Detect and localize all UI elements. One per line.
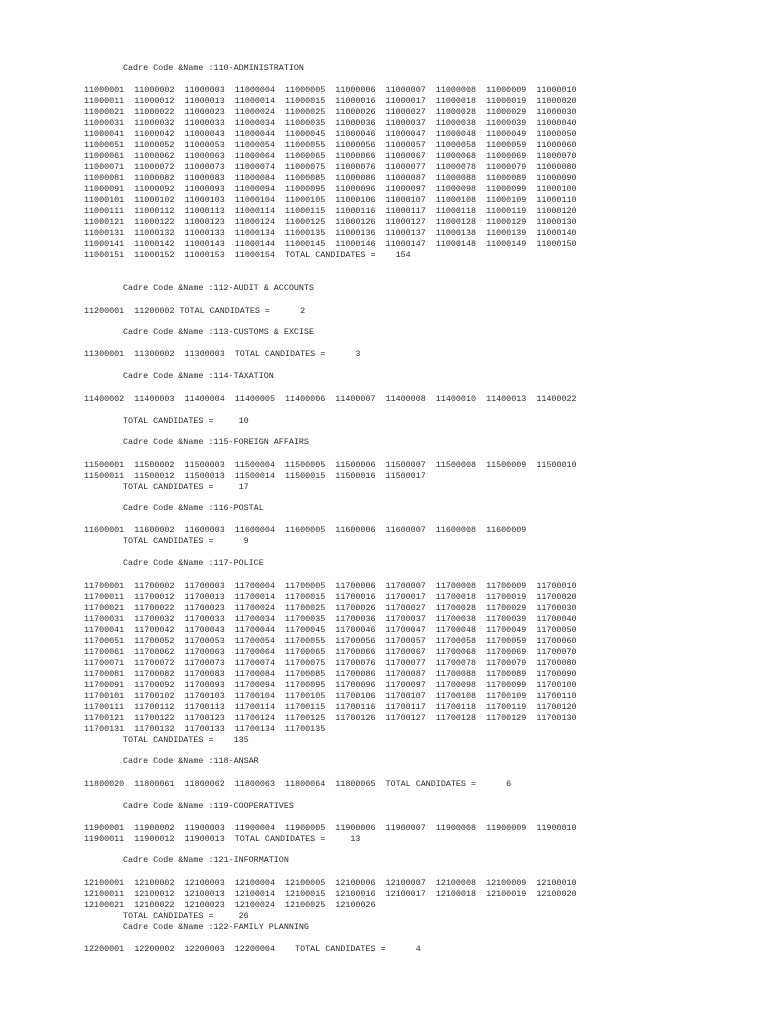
candidate-row: 11700001 11700002 11700003 11700004 11700005 11700006 11700007 11700008 11700009 11700010 bbox=[84, 581, 577, 591]
section-header: Cadre Code &Name :119-COOPERATIVES bbox=[123, 801, 294, 811]
candidate-row: 11600001 11600002 11600003 11600004 11600005 11600006 11600007 11600008 11600009 bbox=[84, 525, 527, 535]
candidate-row: 11000101 11000102 11000103 11000104 11000105 11000106 11000107 11000108 11000109 11000110 bbox=[84, 195, 577, 205]
candidate-row-with-total: 11900011 11900012 11900013 TOTAL CANDIDATES = 13 bbox=[84, 834, 361, 844]
candidate-row-with-total: 11200001 11200002 TOTAL CANDIDATES = 2 bbox=[84, 306, 306, 316]
candidate-row: 11700021 11700022 11700023 11700024 11700025 11700026 11700027 11700028 11700029 11700030 bbox=[84, 603, 577, 613]
section-header: Cadre Code &Name :117-POLICE bbox=[123, 558, 264, 568]
total-candidates: TOTAL CANDIDATES = 135 bbox=[123, 735, 249, 745]
candidate-row: 11700101 11700102 11700103 11700104 11700105 11700106 11700107 11700108 11700109 11700110 bbox=[84, 691, 577, 701]
candidate-row: 11700061 11700062 11700063 11700064 11700065 11700066 11700067 11700068 11700069 11700070 bbox=[84, 647, 577, 657]
candidate-row: 11700031 11700032 11700033 11700034 11700035 11700036 11700037 11700038 11700039 11700040 bbox=[84, 614, 577, 624]
candidate-row: 11000001 11000002 11000003 11000004 11000005 11000006 11000007 11000008 11000009 11000010 bbox=[84, 85, 577, 95]
candidate-row: 11400002 11400003 11400004 11400005 11400006 11400007 11400008 11400010 11400013 11400022 bbox=[84, 394, 577, 404]
candidate-row: 11700011 11700012 11700013 11700014 11700015 11700016 11700017 11700018 11700019 11700020 bbox=[84, 592, 577, 602]
candidate-row-with-total: 11000151 11000152 11000153 11000154 TOTAL CANDIDATES = 154 bbox=[84, 250, 411, 260]
total-candidates: TOTAL CANDIDATES = 17 bbox=[123, 482, 249, 492]
total-candidates: TOTAL CANDIDATES = 26 bbox=[123, 911, 249, 921]
candidate-row: 11900001 11900002 11900003 11900004 11900005 11900006 11900007 11900008 11900009 11900010 bbox=[84, 823, 577, 833]
section-header: Cadre Code &Name :118-ANSAR bbox=[123, 756, 259, 766]
section-header: Cadre Code &Name :110-ADMINISTRATION bbox=[123, 63, 304, 73]
candidate-row: 11700131 11700132 11700133 11700134 11700135 bbox=[84, 724, 326, 734]
section-header: Cadre Code &Name :122-FAMILY PLANNING bbox=[123, 922, 309, 932]
total-candidates: TOTAL CANDIDATES = 9 bbox=[123, 536, 249, 546]
total-candidates: TOTAL CANDIDATES = 10 bbox=[123, 416, 249, 426]
candidate-row: 11000031 11000032 11000033 11000034 11000035 11000036 11000037 11000038 11000039 11000040 bbox=[84, 118, 577, 128]
candidate-row: 11000131 11000132 11000133 11000134 11000135 11000136 11000137 11000138 11000139 11000140 bbox=[84, 228, 577, 238]
candidate-row: 11000081 11000082 11000083 11000084 11000085 11000086 11000087 11000088 11000089 11000090 bbox=[84, 173, 577, 183]
candidate-row: 11000071 11000072 11000073 11000074 11000075 11000076 11000077 11000078 11000079 11000080 bbox=[84, 162, 577, 172]
candidate-row: 11000141 11000142 11000143 11000144 11000145 11000146 11000147 11000148 11000149 11000150 bbox=[84, 239, 577, 249]
candidate-row: 11000011 11000012 11000013 11000014 11000015 11000016 11000017 11000018 11000019 11000020 bbox=[84, 96, 577, 106]
candidate-row-with-total: 12200001 12200002 12200003 12200004 TOTAL CANDIDATES = 4 bbox=[84, 944, 421, 954]
section-header: Cadre Code &Name :114-TAXATION bbox=[123, 371, 274, 381]
section-header: Cadre Code &Name :116-POSTAL bbox=[123, 503, 264, 513]
candidate-row-with-total: 11800020 11800061 11800062 11800063 11800064 11800065 TOTAL CANDIDATES = 6 bbox=[84, 779, 512, 789]
candidate-row: 11000091 11000092 11000093 11000094 11000095 11000096 11000097 11000098 11000099 11000100 bbox=[84, 184, 577, 194]
candidate-row: 11000041 11000042 11000043 11000044 11000045 11000046 11000047 11000048 11000049 11000050 bbox=[84, 129, 577, 139]
section-header: Cadre Code &Name :113-CUSTOMS & EXCISE bbox=[123, 327, 314, 337]
candidate-row: 11700051 11700052 11700053 11700054 11700055 11700056 11700057 11700058 11700059 11700060 bbox=[84, 636, 577, 646]
candidate-row: 12100011 12100012 12100013 12100014 12100015 12100016 12100017 12100018 12100019 12100020 bbox=[84, 889, 577, 899]
section-header: Cadre Code &Name :112-AUDIT & ACCOUNTS bbox=[123, 283, 314, 293]
candidate-row: 11000111 11000112 11000113 11000114 11000115 11000116 11000117 11000118 11000119 11000120 bbox=[84, 206, 577, 216]
candidate-row: 11500001 11500002 11500003 11500004 11500005 11500006 11500007 11500008 11500009 11500010 bbox=[84, 460, 577, 470]
section-header: Cadre Code &Name :115-FOREIGN AFFAIRS bbox=[123, 437, 309, 447]
section-header: Cadre Code &Name :121-INFORMATION bbox=[123, 855, 289, 865]
candidate-row: 11700091 11700092 11700093 11700094 11700095 11700096 11700097 11700098 11700099 11700100 bbox=[84, 680, 577, 690]
candidate-row: 11000121 11000122 11000123 11000124 11000125 11000126 11000127 11000128 11000129 11000130 bbox=[84, 217, 577, 227]
candidate-row: 11700041 11700042 11700043 11700044 11700045 11700046 11700047 11700048 11700049 11700050 bbox=[84, 625, 577, 635]
candidate-row: 11700121 11700122 11700123 11700124 11700125 11700126 11700127 11700128 11700129 11700130 bbox=[84, 713, 577, 723]
candidate-row: 12100021 12100022 12100023 12100024 12100025 12100026 bbox=[84, 900, 376, 910]
candidate-row: 11000021 11000022 11000023 11000024 11000025 11000026 11000027 11000028 11000029 11000030 bbox=[84, 107, 577, 117]
candidate-row-with-total: 11300001 11300002 11300003 TOTAL CANDIDATES = 3 bbox=[84, 349, 361, 359]
candidate-row: 11700081 11700082 11700083 11700084 11700085 11700086 11700087 11700088 11700089 11700090 bbox=[84, 669, 577, 679]
candidate-row: 11700071 11700072 11700073 11700074 11700075 11700076 11700077 11700078 11700079 11700080 bbox=[84, 658, 577, 668]
candidate-row: 12100001 12100002 12100003 12100004 12100005 12100006 12100007 12100008 12100009 12100010 bbox=[84, 878, 577, 888]
candidate-row: 11700111 11700112 11700113 11700114 11700115 11700116 11700117 11700118 11700119 11700120 bbox=[84, 702, 577, 712]
candidate-row: 11000061 11000062 11000063 11000064 11000065 11000066 11000067 11000068 11000069 11000070 bbox=[84, 151, 577, 161]
candidate-row: 11000051 11000052 11000053 11000054 11000055 11000056 11000057 11000058 11000059 11000060 bbox=[84, 140, 577, 150]
candidate-row: 11500011 11500012 11500013 11500014 11500015 11500016 11500017 bbox=[84, 471, 426, 481]
